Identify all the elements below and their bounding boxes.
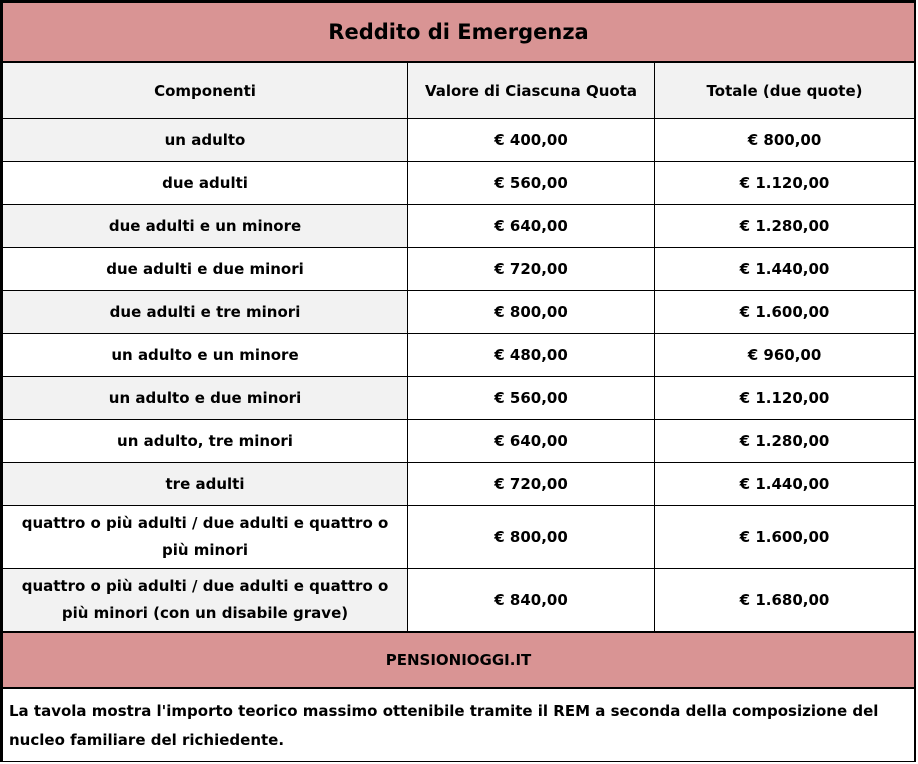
cell-componenti: due adulti e due minori [3, 248, 408, 291]
cell-componenti: un adulto e due minori [3, 377, 408, 420]
cell-componenti: quattro o più adulti / due adulti e quattro o più minori (con un disabile grave) [3, 569, 408, 633]
header-valore-quota: Valore di Ciascuna Quota [408, 62, 655, 119]
table-body [3, 119, 915, 633]
cell-totale: € 1.280,00 [655, 420, 915, 463]
cell-totale: € 800,00 [655, 119, 915, 162]
cell-componenti: due adulti e un minore [3, 205, 408, 248]
cell-totale: € 1.440,00 [655, 463, 915, 506]
header-componenti: Componenti [3, 62, 408, 119]
cell-totale: € 1.280,00 [655, 205, 915, 248]
table-row [3, 162, 915, 205]
cell-totale: € 1.600,00 [655, 291, 915, 334]
cell-componenti: quattro o più adulti / due adulti e quattro o più minori [3, 506, 408, 569]
cell-quota: € 640,00 [408, 420, 655, 463]
table-row [3, 506, 915, 569]
table-row [3, 291, 915, 334]
cell-componenti: un adulto, tre minori [3, 420, 408, 463]
cell-totale: € 1.600,00 [655, 506, 915, 569]
table-row [3, 377, 915, 420]
rem-table [2, 2, 915, 762]
cell-totale: € 1.680,00 [655, 569, 915, 633]
cell-quota: € 640,00 [408, 205, 655, 248]
cell-componenti: due adulti [3, 162, 408, 205]
cell-quota: € 800,00 [408, 506, 655, 569]
header-totale: Totale (due quote) [655, 62, 915, 119]
table-row [3, 119, 915, 162]
cell-quota: € 400,00 [408, 119, 655, 162]
cell-componenti: un adulto e un minore [3, 334, 408, 377]
cell-componenti: due adulti e tre minori [3, 291, 408, 334]
cell-quota: € 720,00 [408, 463, 655, 506]
cell-quota: € 720,00 [408, 248, 655, 291]
cell-totale: € 1.120,00 [655, 377, 915, 420]
cell-componenti: un adulto [3, 119, 408, 162]
cell-quota: € 840,00 [408, 569, 655, 633]
table-row [3, 463, 915, 506]
table-row [3, 334, 915, 377]
table-row [3, 205, 915, 248]
cell-quota: € 560,00 [408, 377, 655, 420]
table-row [3, 569, 915, 633]
brand-footer: PENSIONIOGGI.IT [3, 632, 915, 688]
cell-totale: € 960,00 [655, 334, 915, 377]
cell-quota: € 480,00 [408, 334, 655, 377]
table-note: La tavola mostra l'importo teorico massimo ottenibile tramite il REM a seconda della composizione del nucleo familiare del richiedente. [3, 688, 915, 762]
table-row [3, 248, 915, 291]
cell-totale: € 1.120,00 [655, 162, 915, 205]
cell-totale: € 1.440,00 [655, 248, 915, 291]
cell-quota: € 800,00 [408, 291, 655, 334]
table-title: Reddito di Emergenza [3, 3, 915, 63]
cell-quota: € 560,00 [408, 162, 655, 205]
table-row [3, 420, 915, 463]
cell-componenti: tre adulti [3, 463, 408, 506]
